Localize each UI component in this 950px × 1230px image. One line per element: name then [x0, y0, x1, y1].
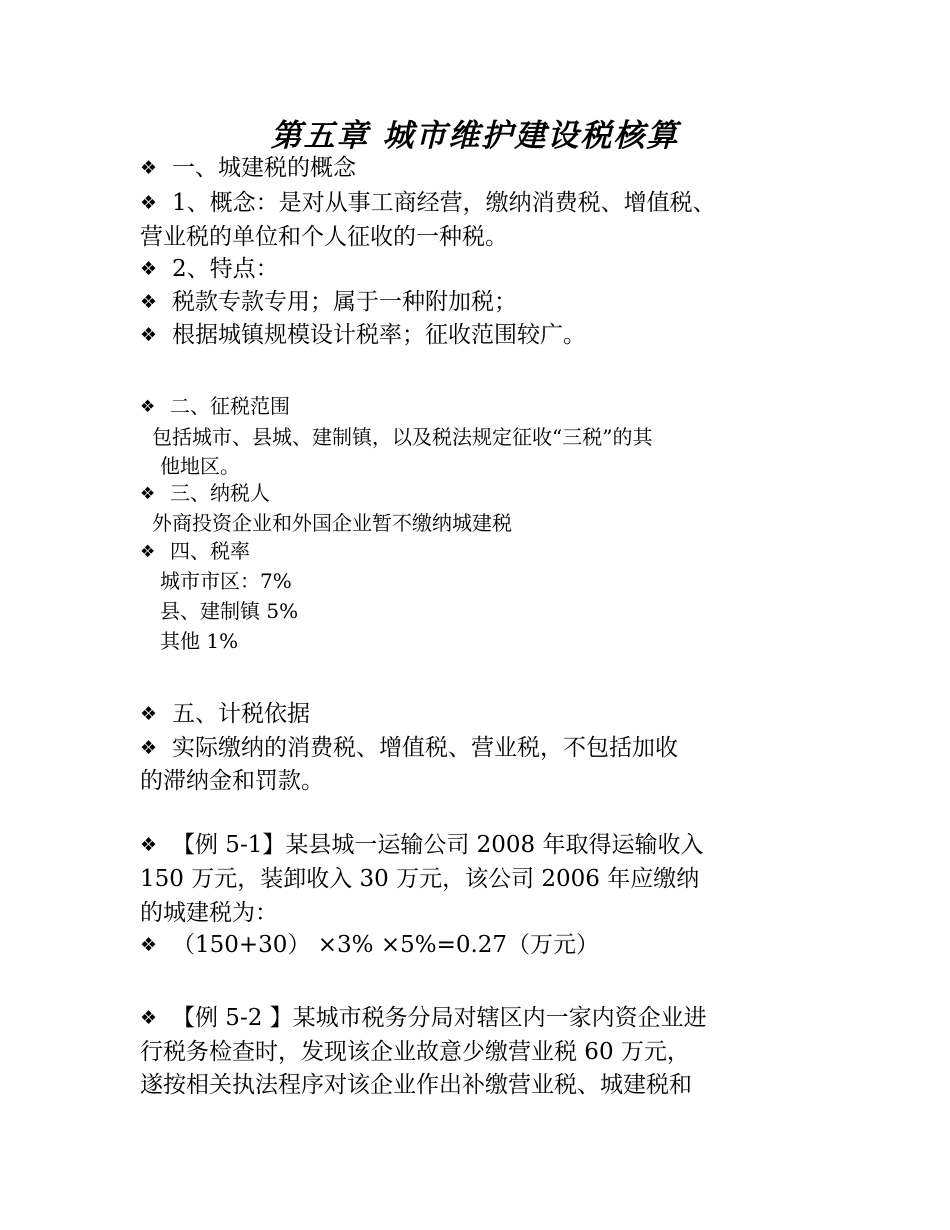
heading-taxpayer: 三、纳税人 — [170, 481, 270, 505]
bullet-line — [140, 479, 270, 508]
bullet-line — [140, 698, 310, 730]
rate-county: 县、建制镇 5% — [160, 599, 299, 623]
diamond-bullet-icon: ❖ — [140, 703, 158, 725]
diamond-bullet-icon: ❖ — [140, 291, 158, 313]
bullet-line — [140, 537, 250, 566]
bullet-line — [140, 286, 517, 318]
scope-text-cont: 他地区。 — [160, 454, 240, 478]
feature-2: 根据城镇规模设计税率；征收范围较广。 — [172, 322, 586, 348]
diamond-bullet-icon: ❖ — [140, 737, 158, 759]
text-line — [140, 863, 699, 895]
diamond-bullet-icon: ❖ — [140, 397, 156, 417]
text-line — [140, 1069, 692, 1101]
concept-text: 1、概念：是对从事工商经营，缴纳消费税、增值税、 — [172, 190, 716, 216]
text-line — [140, 897, 278, 929]
feature-1: 税款专款专用；属于一种附加税； — [172, 289, 517, 315]
text-line — [160, 627, 238, 655]
rate-urban: 城市市区：7% — [160, 569, 292, 593]
text-line — [140, 1036, 690, 1068]
example-5-1-text-cont: 150 万元，装卸收入 30 万元，该公司 2006 年应缴纳 — [140, 866, 700, 892]
diamond-bullet-icon: ❖ — [140, 1007, 158, 1029]
text-line — [160, 597, 298, 625]
text-line — [160, 452, 240, 480]
example-5-1-formula: （150+30） ×3% ×5%=0.27（万元） — [172, 932, 600, 958]
heading-basis: 五、计税依据 — [172, 701, 310, 727]
example-5-2-text-cont2: 遂按相关执法程序对该企业作出补缴营业税、城建税和 — [140, 1072, 692, 1098]
text-line — [140, 765, 324, 797]
rate-other: 其他 1% — [160, 629, 239, 653]
example-5-2-text-cont: 行税务检查时，发现该企业故意少缴营业税 60 万元， — [140, 1039, 690, 1065]
heading-tax-rate: 四、税率 — [170, 539, 250, 563]
chapter-title: 第五章 城市维护建设税核算 — [270, 118, 680, 154]
diamond-bullet-icon: ❖ — [140, 484, 156, 504]
bullet-line — [140, 152, 356, 184]
diamond-bullet-icon: ❖ — [140, 324, 158, 346]
example-5-2-text: 【例 5-2 】某城市税务分局对辖区内一家内资企业进 — [172, 1005, 707, 1031]
diamond-bullet-icon: ❖ — [140, 192, 158, 214]
bullet-line — [140, 732, 678, 764]
diamond-bullet-icon: ❖ — [140, 157, 158, 179]
example-5-1-text-cont2: 的城建税为： — [140, 900, 278, 926]
heading-scope: 二、征税范围 — [170, 394, 290, 418]
example-5-1-text: 【例 5-1】某县城一运输公司 2008 年取得运输收入 — [172, 832, 704, 858]
bullet-line — [140, 1002, 707, 1034]
diamond-bullet-icon: ❖ — [140, 834, 158, 856]
text-line — [160, 567, 292, 595]
bullet-line — [140, 187, 716, 219]
text-line — [152, 423, 652, 451]
basis-text-cont: 的滞纳金和罚款。 — [140, 768, 324, 794]
bullet-line — [140, 253, 279, 285]
bullet-line — [140, 829, 704, 861]
scope-text: 包括城市、县城、建制镇，以及税法规定征收“三税”的其 — [152, 425, 653, 449]
diamond-bullet-icon: ❖ — [140, 934, 158, 956]
bullet-line — [140, 392, 290, 421]
concept-text-cont: 营业税的单位和个人征收的一种税。 — [140, 224, 508, 250]
text-line — [140, 221, 508, 253]
diamond-bullet-icon: ❖ — [140, 258, 158, 280]
diamond-bullet-icon: ❖ — [140, 542, 156, 562]
bullet-line — [140, 929, 599, 961]
heading-concept: 一、城建税的概念 — [172, 155, 356, 181]
text-line — [152, 509, 512, 537]
bullet-line — [140, 319, 586, 351]
taxpayer-text: 外商投资企业和外国企业暂不缴纳城建税 — [152, 511, 512, 535]
basis-text: 实际缴纳的消费税、增值税、营业税，不包括加收 — [172, 735, 678, 761]
features-heading: 2、特点： — [172, 256, 279, 282]
